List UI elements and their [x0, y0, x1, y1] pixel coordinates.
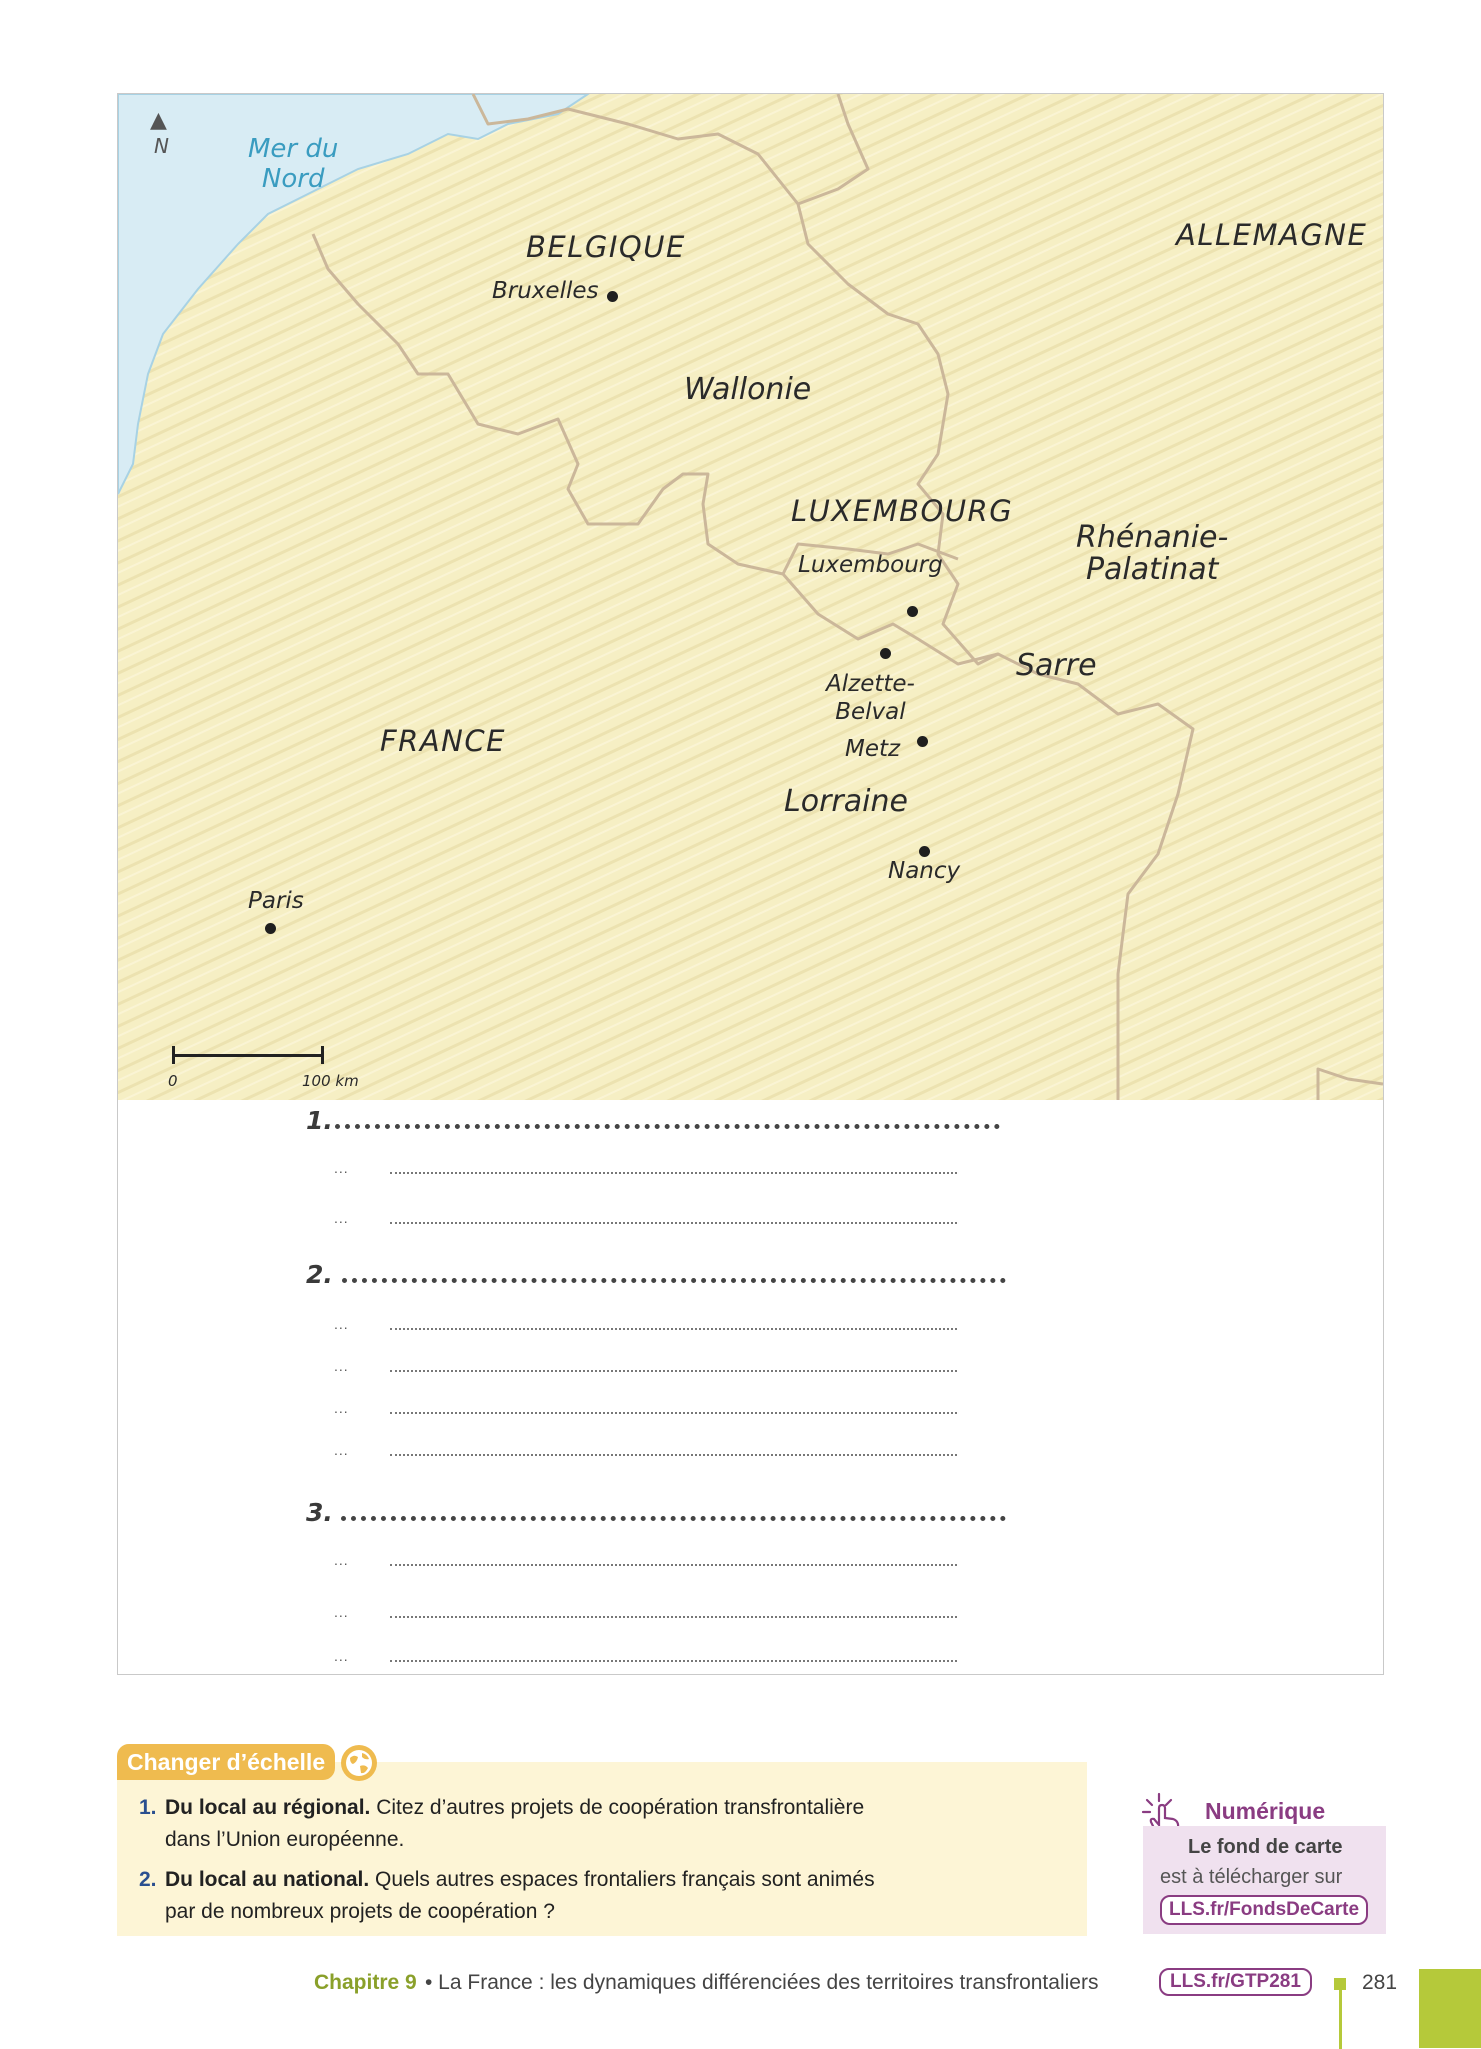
scale-tick-end — [321, 1046, 324, 1064]
region-sarre: Sarre — [1016, 648, 1097, 683]
changer-item-1-text: Citez d’autres projets de coopération transfrontalière — [370, 1796, 865, 1819]
legend-sub-2-3: ... — [334, 1400, 349, 1416]
legend-sub-1-2: ... — [334, 1210, 349, 1226]
legend-subline-2-1[interactable] — [390, 1326, 957, 1330]
numerique-line2: est à télécharger sur — [1160, 1866, 1343, 1888]
city-dot-metz — [917, 736, 928, 747]
legend-line-2[interactable] — [342, 1274, 1006, 1283]
city-metz: Metz — [845, 736, 901, 762]
changer-item-1-line2: dans l’Union européenne. — [165, 1828, 405, 1851]
legend-subline-3-1[interactable] — [390, 1562, 957, 1566]
scale-zero: 0 — [168, 1072, 178, 1090]
city-alzette-line2: Belval — [835, 699, 906, 725]
city-nancy: Nancy — [888, 858, 961, 884]
city-alzette-line1: Alzette- — [826, 671, 915, 697]
legend-subline-2-2[interactable] — [390, 1368, 957, 1372]
legend-subline-3-3[interactable] — [390, 1658, 957, 1662]
changer-echelle-tag: Changer d’échelle — [117, 1744, 335, 1780]
legend-subline-1-2[interactable] — [390, 1220, 957, 1224]
legend-subline-2-4[interactable] — [390, 1452, 957, 1456]
globe-icon — [340, 1744, 378, 1782]
legend-lines — [118, 1100, 1383, 1674]
changer-item-2-num: 2. — [139, 1868, 157, 1891]
city-dot-bruxelles — [607, 291, 618, 302]
changer-item-1-bold: Du local au régional. — [165, 1796, 371, 1819]
sea-label-line1: Mer du — [248, 134, 339, 164]
page-number: 281 — [1362, 1971, 1398, 1994]
region-wallonie: Wallonie — [684, 372, 812, 407]
city-dot-alzette-belval — [880, 648, 891, 659]
legend-sub-2-4: ... — [334, 1442, 349, 1458]
legend-sub-3-1: ... — [334, 1552, 349, 1568]
legend-sub-3-3: ... — [334, 1648, 349, 1664]
legend-sub-2-2: ... — [334, 1358, 349, 1374]
country-belgique: BELGIQUE — [526, 230, 686, 264]
city-alzette-belval — [826, 670, 915, 726]
map — [118, 94, 1383, 1100]
numerique-link[interactable]: LLS.fr/FondsDeCarte — [1160, 1895, 1368, 1925]
north-label: N — [154, 134, 169, 158]
numerique-box — [1133, 1790, 1388, 1938]
footer-vertical-line — [1339, 1987, 1342, 2049]
city-dot-luxembourg — [907, 606, 918, 617]
changer-item-2-bold: Du local au national. — [165, 1868, 370, 1891]
city-dot-nancy — [919, 846, 930, 857]
legend-number-1: 1. — [306, 1106, 333, 1135]
footer-title: • La France : les dynamiques différenciées des territoires transfrontaliers — [425, 1971, 1099, 1994]
changer-item-2-line2: par de nombreux projets de coopération ? — [165, 1900, 555, 1923]
changer-item-2 — [139, 1864, 1039, 1928]
changer-item-2-text: Quels autres espaces frontaliers français sont animés — [369, 1868, 875, 1891]
footer-chapter: Chapitre 9 — [314, 1971, 417, 1994]
region-lorraine: Lorraine — [784, 784, 908, 819]
legend-subline-3-2[interactable] — [390, 1614, 957, 1618]
scale-tick-start — [172, 1046, 175, 1064]
numerique-title: Numérique — [1205, 1798, 1326, 1824]
legend-sub-2-1: ... — [334, 1316, 349, 1332]
sea-label-line2: Nord — [261, 164, 325, 194]
region-rhenanie-line1: Rhénanie- — [1076, 520, 1229, 555]
changer-echelle-box — [117, 1762, 1087, 1936]
country-allemagne: ALLEMAGNE — [1176, 218, 1368, 252]
city-luxembourg: Luxembourg — [798, 552, 943, 578]
numerique-line1: Le fond de carte — [1188, 1836, 1343, 1858]
page-edge-tab — [1419, 1969, 1481, 2048]
legend-number-2: 2. — [306, 1260, 333, 1289]
legend-subline-1-1[interactable] — [390, 1170, 957, 1174]
country-luxembourg: LUXEMBOURG — [791, 494, 1014, 528]
legend-subline-2-3[interactable] — [390, 1410, 957, 1414]
scale-max: 100 km — [302, 1072, 359, 1090]
city-bruxelles: Bruxelles — [492, 278, 599, 304]
sea-label — [248, 134, 338, 194]
footer-link[interactable]: LLS.fr/GTP281 — [1159, 1968, 1312, 1996]
region-rhenanie-line2: Palatinat — [1085, 552, 1219, 587]
city-dot-paris — [265, 923, 276, 934]
page-footer — [0, 1967, 1481, 2007]
legend-line-3[interactable] — [341, 1512, 1006, 1521]
north-arrow-icon: ▲ — [150, 108, 167, 133]
region-rhenanie-palatinat — [1076, 522, 1228, 586]
scale-bar — [172, 1054, 324, 1057]
changer-item-1-num: 1. — [139, 1796, 157, 1819]
changer-item-1 — [139, 1792, 1039, 1856]
legend-sub-1-1: ... — [334, 1160, 349, 1176]
country-france: FRANCE — [380, 724, 506, 758]
city-paris: Paris — [248, 888, 304, 914]
legend-sub-3-2: ... — [334, 1604, 349, 1620]
legend-line-1[interactable] — [335, 1120, 1000, 1129]
legend-number-3: 3. — [306, 1498, 333, 1527]
